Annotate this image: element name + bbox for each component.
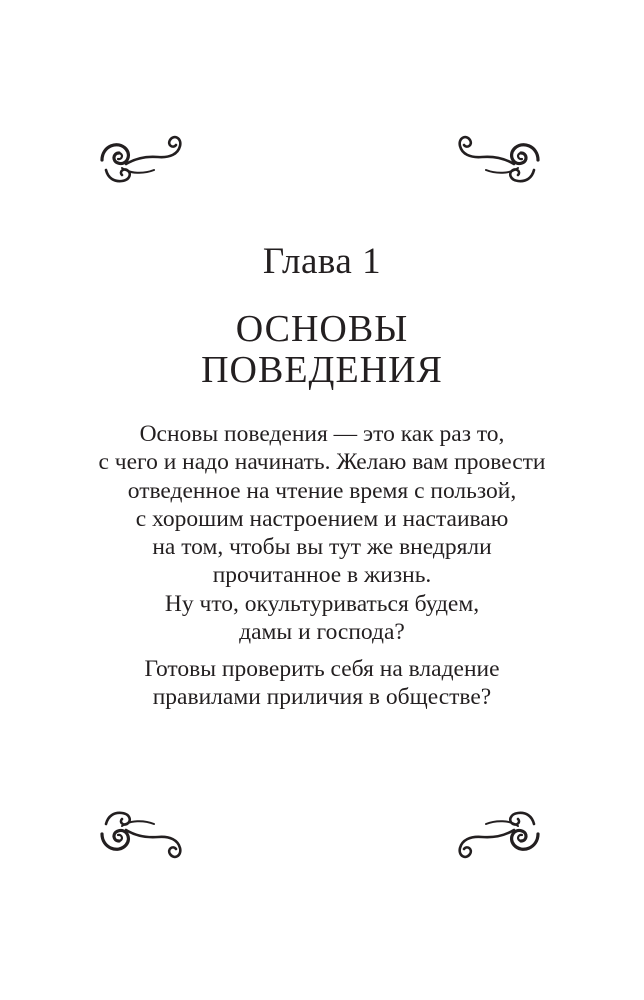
- flourish-icon: [100, 808, 186, 864]
- question-paragraph: [0, 655, 644, 712]
- chapter-title-line: ОСНОВЫ: [235, 308, 409, 350]
- intro-line: отведенное на чтение время с пользой,: [127, 477, 517, 504]
- chapter-title: [0, 309, 644, 391]
- flourish-icon-bottom-left: [100, 808, 186, 864]
- intro-line: прочитанное в жизнь.: [212, 562, 432, 589]
- intro-paragraph: [0, 420, 644, 646]
- flourish-icon: [100, 130, 186, 186]
- flourish-icon-top-right: [454, 130, 540, 186]
- intro-line: с чего и надо начинать. Желаю вам провести: [98, 449, 546, 476]
- flourish-icon-bottom-right: [454, 808, 540, 864]
- intro-line: дамы и господа?: [239, 619, 405, 646]
- intro-line: с хорошим настроением и настаиваю: [135, 505, 509, 532]
- chapter-label: Глава 1: [262, 241, 382, 282]
- chapter-title-line: ПОВЕДЕНИЯ: [201, 349, 443, 391]
- question-line: правилами приличия в обществе?: [152, 684, 492, 711]
- intro-line: Основы поведения — это как раз то,: [139, 421, 505, 447]
- flourish-icon: [454, 808, 540, 864]
- intro-line: Ну что, окультуриваться будем,: [164, 590, 480, 617]
- flourish-icon: [454, 130, 540, 186]
- flourish-icon-top-left: [100, 130, 186, 186]
- question-line: Готовы проверить себя на владение: [144, 656, 500, 682]
- intro-line: на том, чтобы вы тут же внедряли: [152, 534, 492, 561]
